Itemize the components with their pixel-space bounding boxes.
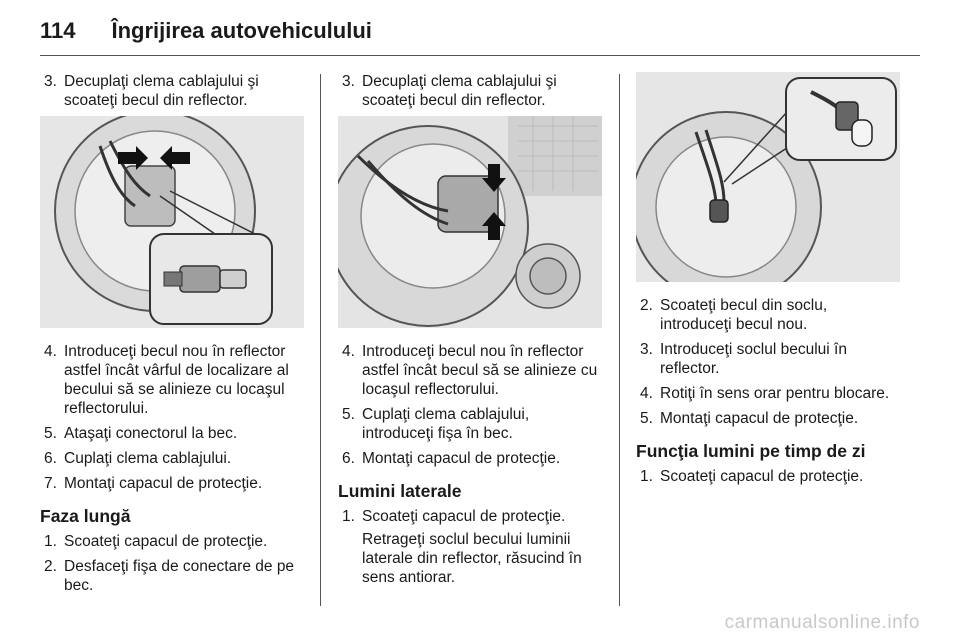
side-light-bulb-illustration — [636, 72, 900, 282]
list-item: 4. Introduceţi becul nou în reflector astfel încât vârful de localizare al becului să se alinieze cu locaşul reflectorului. — [44, 343, 289, 417]
list-item: 3. Decuplaţi clema cablajului şi scoateţi becul din reflector. — [44, 73, 259, 109]
list-item: 2. Scoateţi becul din soclu, introduceţi becul nou. — [640, 297, 828, 333]
headlight-bulb-illustration — [40, 116, 304, 328]
list-item: 1. Scoateţi capacul de protecţie. — [640, 468, 864, 485]
side-light-bulb-drawing — [636, 72, 900, 282]
list-item: 7. Montaţi capacul de protecţie. — [44, 475, 263, 492]
column-3 — [636, 72, 902, 492]
column-divider — [619, 74, 620, 606]
list-item: 6. Cuplaţi clema cablajului. — [44, 450, 232, 467]
section-heading: Faza lungă — [40, 506, 131, 526]
list-item: 6. Montaţi capacul de protecţie. — [342, 450, 561, 467]
list-item: 5. Montaţi capacul de protecţie. — [640, 410, 859, 427]
list-item: 1. Scoateţi capacul de protecţie. — [44, 533, 268, 550]
column-1 — [40, 72, 306, 601]
list-item: 4. Rotiţi în sens orar pentru blocare. — [640, 385, 890, 402]
step-detail: Retrageţi soclul becului luminii laterale din reflector, răsucind în sens antiorar. — [362, 531, 582, 586]
list-item: 1. Scoateţi capacul de protecţie. Retrageţi soclul becului luminii laterale din reflector, răsucind în sens antiorar. — [338, 507, 604, 587]
list-item: 3. Decuplaţi clema cablajului şi scoateţi becul din reflector. — [342, 73, 557, 109]
page-number: 114 — [40, 18, 76, 43]
page-title: Îngrijirea autovehiculului — [111, 18, 372, 43]
list-item: 2. Desfaceţi fişa de conectare de pe bec. — [44, 558, 295, 594]
page-header — [40, 18, 372, 44]
column-divider — [320, 74, 321, 606]
list-item: 5. Ataşaţi conectorul la bec. — [44, 425, 238, 442]
list-item: 3. Introduceţi soclul becului în reflector. — [640, 341, 847, 377]
section-heading: Funcţia lumini pe timp de zi — [636, 441, 866, 461]
header-divider — [40, 55, 920, 56]
list-item: 4. Introduceţi becul nou în reflector astfel încât becul să se alinieze cu locaşul reflectorului. — [342, 343, 598, 398]
list-item: 5. Cuplaţi clema cablajului, introduceţi fişa în bec. — [342, 406, 530, 442]
watermark: carmanualsonline.info — [724, 612, 920, 633]
section-heading: Lumini laterale — [338, 481, 462, 501]
high-beam-bulb-drawing — [338, 116, 602, 328]
column-2 — [338, 72, 604, 593]
high-beam-bulb-illustration — [338, 116, 602, 328]
headlight-bulb-drawing — [40, 116, 304, 328]
